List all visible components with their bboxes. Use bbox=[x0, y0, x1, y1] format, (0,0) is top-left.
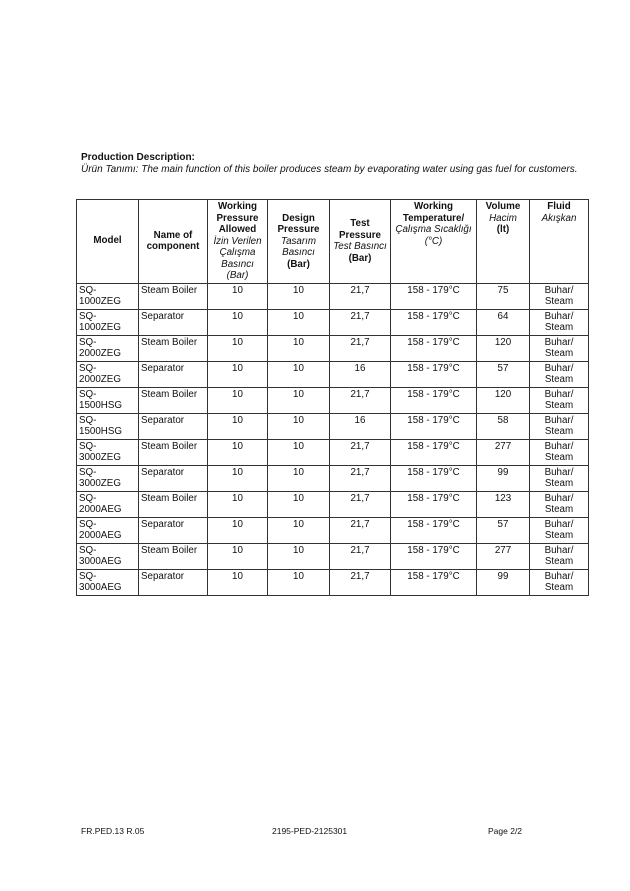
cell-test-pressure: 21,7 bbox=[330, 569, 391, 595]
cell-working-pressure: 10 bbox=[208, 413, 268, 439]
table-row bbox=[77, 569, 589, 595]
cell-design-pressure: 10 bbox=[268, 309, 330, 335]
cell-working-pressure: 10 bbox=[208, 361, 268, 387]
cell-design-pressure: 10 bbox=[268, 387, 330, 413]
cell-model: SQ-3000ZEG bbox=[77, 439, 139, 465]
cell-working-pressure: 10 bbox=[208, 491, 268, 517]
cell-working-temperature: 158 - 179°C bbox=[391, 283, 477, 309]
table-row bbox=[77, 517, 589, 543]
cell-model: SQ-1500HSG bbox=[77, 413, 139, 439]
cell-working-temperature: 158 - 179°C bbox=[391, 387, 477, 413]
footer-form-code: FR.PED.13 R.05 bbox=[81, 826, 145, 836]
cell-working-temperature: 158 - 179°C bbox=[391, 465, 477, 491]
cell-volume: 120 bbox=[477, 387, 530, 413]
cell-fluid: Buhar/ Steam bbox=[530, 491, 589, 517]
cell-test-pressure: 21,7 bbox=[330, 283, 391, 309]
cell-component: Steam Boiler bbox=[139, 439, 208, 465]
cell-working-temperature: 158 - 179°C bbox=[391, 543, 477, 569]
cell-working-temperature: 158 - 179°C bbox=[391, 413, 477, 439]
cell-volume: 120 bbox=[477, 335, 530, 361]
cell-model: SQ-2000ZEG bbox=[77, 335, 139, 361]
table-header-row bbox=[77, 200, 589, 284]
cell-model: SQ-1000ZEG bbox=[77, 283, 139, 309]
cell-component: Steam Boiler bbox=[139, 491, 208, 517]
cell-model: SQ-2000ZEG bbox=[77, 361, 139, 387]
cell-volume: 277 bbox=[477, 439, 530, 465]
cell-fluid: Buhar/ Steam bbox=[530, 543, 589, 569]
cell-test-pressure: 21,7 bbox=[330, 491, 391, 517]
cell-working-temperature: 158 - 179°C bbox=[391, 491, 477, 517]
cell-working-pressure: 10 bbox=[208, 439, 268, 465]
cell-design-pressure: 10 bbox=[268, 439, 330, 465]
cell-working-pressure: 10 bbox=[208, 309, 268, 335]
table-row bbox=[77, 465, 589, 491]
description-text: Ürün Tanımı: The main function of this boiler produces steam by evaporating water using gas fuel for customers. bbox=[81, 164, 578, 175]
component-spec-table bbox=[76, 199, 589, 596]
cell-fluid: Buhar/ Steam bbox=[530, 439, 589, 465]
cell-working-temperature: 158 - 179°C bbox=[391, 335, 477, 361]
cell-test-pressure: 21,7 bbox=[330, 465, 391, 491]
cell-volume: 99 bbox=[477, 569, 530, 595]
cell-design-pressure: 10 bbox=[268, 335, 330, 361]
cell-working-pressure: 10 bbox=[208, 387, 268, 413]
cell-volume: 57 bbox=[477, 517, 530, 543]
cell-component: Separator bbox=[139, 361, 208, 387]
header-test-pressure: Test Pressure Test Basıncı (Bar) bbox=[330, 200, 391, 284]
cell-working-temperature: 158 - 179°C bbox=[391, 569, 477, 595]
header-volume: Volume Hacim (lt) bbox=[477, 200, 530, 284]
header-design-pressure: Design Pressure Tasarım Basıncı (Bar) bbox=[268, 200, 330, 284]
table-body bbox=[77, 283, 589, 595]
cell-design-pressure: 10 bbox=[268, 517, 330, 543]
cell-working-pressure: 10 bbox=[208, 283, 268, 309]
cell-design-pressure: 10 bbox=[268, 569, 330, 595]
cell-model: SQ-2000AEG bbox=[77, 491, 139, 517]
cell-model: SQ-1500HSG bbox=[77, 387, 139, 413]
cell-component: Separator bbox=[139, 413, 208, 439]
cell-working-pressure: 10 bbox=[208, 569, 268, 595]
cell-model: SQ-3000AEG bbox=[77, 543, 139, 569]
description-title: Production Description: bbox=[81, 152, 195, 163]
cell-fluid: Buhar/ Steam bbox=[530, 361, 589, 387]
cell-working-pressure: 10 bbox=[208, 335, 268, 361]
table-row bbox=[77, 543, 589, 569]
cell-fluid: Buhar/ Steam bbox=[530, 309, 589, 335]
cell-fluid: Buhar/ Steam bbox=[530, 283, 589, 309]
cell-working-temperature: 158 - 179°C bbox=[391, 517, 477, 543]
cell-test-pressure: 21,7 bbox=[330, 543, 391, 569]
table-row bbox=[77, 335, 589, 361]
cell-working-temperature: 158 - 179°C bbox=[391, 361, 477, 387]
header-fluid: Fluid Akışkan bbox=[530, 200, 589, 284]
footer-page-number: Page 2/2 bbox=[488, 826, 523, 836]
cell-component: Steam Boiler bbox=[139, 283, 208, 309]
cell-design-pressure: 10 bbox=[268, 283, 330, 309]
header-working-temperature: Working Temperature/ Çalışma Sıcaklığı (°C) bbox=[391, 200, 477, 284]
cell-model: SQ-2000AEG bbox=[77, 517, 139, 543]
table-row bbox=[77, 439, 589, 465]
cell-volume: 75 bbox=[477, 283, 530, 309]
cell-working-temperature: 158 - 179°C bbox=[391, 309, 477, 335]
cell-model: SQ-3000ZEG bbox=[77, 465, 139, 491]
cell-fluid: Buhar/ Steam bbox=[530, 569, 589, 595]
cell-volume: 58 bbox=[477, 413, 530, 439]
production-description bbox=[81, 152, 581, 176]
cell-design-pressure: 10 bbox=[268, 465, 330, 491]
cell-component: Steam Boiler bbox=[139, 543, 208, 569]
cell-model: SQ-1000ZEG bbox=[77, 309, 139, 335]
cell-design-pressure: 10 bbox=[268, 543, 330, 569]
cell-fluid: Buhar/ Steam bbox=[530, 465, 589, 491]
cell-model: SQ-3000AEG bbox=[77, 569, 139, 595]
cell-design-pressure: 10 bbox=[268, 491, 330, 517]
cell-volume: 277 bbox=[477, 543, 530, 569]
cell-test-pressure: 21,7 bbox=[330, 335, 391, 361]
cell-test-pressure: 21,7 bbox=[330, 439, 391, 465]
cell-test-pressure: 21,7 bbox=[330, 309, 391, 335]
cell-working-temperature: 158 - 179°C bbox=[391, 439, 477, 465]
cell-volume: 123 bbox=[477, 491, 530, 517]
cell-component: Separator bbox=[139, 517, 208, 543]
table-row bbox=[77, 413, 589, 439]
cell-volume: 99 bbox=[477, 465, 530, 491]
cell-test-pressure: 16 bbox=[330, 413, 391, 439]
cell-working-pressure: 10 bbox=[208, 543, 268, 569]
table-row bbox=[77, 309, 589, 335]
cell-volume: 64 bbox=[477, 309, 530, 335]
cell-working-pressure: 10 bbox=[208, 465, 268, 491]
cell-component: Steam Boiler bbox=[139, 335, 208, 361]
cell-fluid: Buhar/ Steam bbox=[530, 335, 589, 361]
footer-doc-number: 2195-PED-2125301 bbox=[272, 826, 348, 836]
cell-volume: 57 bbox=[477, 361, 530, 387]
cell-fluid: Buhar/ Steam bbox=[530, 387, 589, 413]
header-component: Name of component bbox=[139, 200, 208, 284]
header-working-pressure: Working Pressure Allowed İzin Verilen Çalışma Basıncı (Bar) bbox=[208, 200, 268, 284]
table-row bbox=[77, 283, 589, 309]
cell-working-pressure: 10 bbox=[208, 517, 268, 543]
table-row bbox=[77, 361, 589, 387]
cell-component: Separator bbox=[139, 309, 208, 335]
cell-test-pressure: 16 bbox=[330, 361, 391, 387]
cell-test-pressure: 21,7 bbox=[330, 517, 391, 543]
cell-test-pressure: 21,7 bbox=[330, 387, 391, 413]
cell-fluid: Buhar/ Steam bbox=[530, 413, 589, 439]
cell-design-pressure: 10 bbox=[268, 361, 330, 387]
table-row bbox=[77, 491, 589, 517]
cell-component: Steam Boiler bbox=[139, 387, 208, 413]
cell-component: Separator bbox=[139, 569, 208, 595]
cell-fluid: Buhar/ Steam bbox=[530, 517, 589, 543]
table-row bbox=[77, 387, 589, 413]
cell-component: Separator bbox=[139, 465, 208, 491]
cell-design-pressure: 10 bbox=[268, 413, 330, 439]
header-model: Model bbox=[77, 200, 139, 284]
